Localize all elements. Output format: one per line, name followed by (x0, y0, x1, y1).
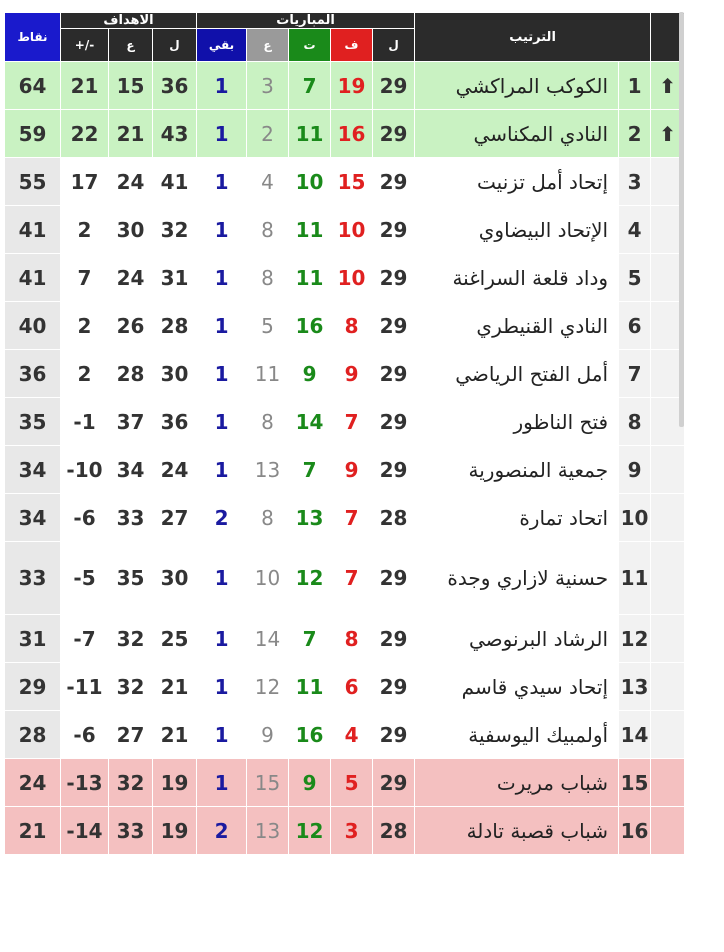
table-row[interactable] (5, 615, 685, 663)
goals-against-cell: 35 (109, 542, 153, 615)
goals-against-cell: 32 (109, 759, 153, 807)
promotion-arrow-icon: ⬆ (651, 110, 685, 158)
team-name: الإتحاد البيضاوي (415, 206, 619, 254)
rank-cell: 1 (619, 62, 651, 110)
wins-cell: 11 (289, 206, 331, 254)
standings-table (4, 12, 685, 855)
wins-cell: 11 (289, 110, 331, 158)
draws-cell: 2 (247, 110, 289, 158)
losses-cell: 19 (331, 62, 373, 110)
wins-cell: 7 (289, 446, 331, 494)
remaining-cell: 1 (197, 254, 247, 302)
points-cell: 24 (5, 759, 61, 807)
goals-for-cell: 30 (153, 542, 197, 615)
losses-cell: 8 (331, 615, 373, 663)
scrollbar[interactable] (679, 12, 684, 427)
losses-cell: 6 (331, 663, 373, 711)
draws-cell: 10 (247, 542, 289, 615)
goals-for-cell: 24 (153, 446, 197, 494)
goal-diff-cell: -6 (61, 711, 109, 759)
points-cell: 21 (5, 807, 61, 855)
points-cell: 55 (5, 158, 61, 206)
goals-against-cell: 33 (109, 807, 153, 855)
goals-against-cell: 33 (109, 494, 153, 542)
points-cell: 33 (5, 542, 61, 615)
rank-cell: 3 (619, 158, 651, 206)
matches-header: المباريات (197, 13, 415, 29)
rank-cell: 9 (619, 446, 651, 494)
remaining-cell: 1 (197, 158, 247, 206)
goals-against-cell: 26 (109, 302, 153, 350)
promotion-arrow-icon (651, 711, 685, 759)
goals-for-cell: 30 (153, 350, 197, 398)
points-cell: 64 (5, 62, 61, 110)
remaining-cell: 1 (197, 110, 247, 158)
table-row[interactable] (5, 542, 685, 615)
table-row[interactable] (5, 302, 685, 350)
wins-cell: 9 (289, 759, 331, 807)
goals-against-cell: 37 (109, 398, 153, 446)
team-name: وداد قلعة السراغنة (415, 254, 619, 302)
goal-diff-cell: -14 (61, 807, 109, 855)
promotion-arrow-icon (651, 494, 685, 542)
rank-cell: 15 (619, 759, 651, 807)
goal-diff-cell: -13 (61, 759, 109, 807)
draws-cell: 3 (247, 62, 289, 110)
draws-cell: 8 (247, 206, 289, 254)
losses-cell: 4 (331, 711, 373, 759)
team-name: شباب مريرت (415, 759, 619, 807)
goal-diff-cell: 2 (61, 350, 109, 398)
draws-cell: 8 (247, 494, 289, 542)
goals-for-cell: 21 (153, 663, 197, 711)
team-name: الكوكب المراكشي (415, 62, 619, 110)
team-name: إتحاد أمل تزنيت (415, 158, 619, 206)
goal-diff-cell: 7 (61, 254, 109, 302)
points-cell: 35 (5, 398, 61, 446)
wins-cell: 10 (289, 158, 331, 206)
points-cell: 29 (5, 663, 61, 711)
wins-cell: 12 (289, 807, 331, 855)
points-cell: 34 (5, 446, 61, 494)
played-cell: 29 (373, 350, 415, 398)
remaining-cell: 1 (197, 663, 247, 711)
draws-cell: 13 (247, 807, 289, 855)
losses-cell: 15 (331, 158, 373, 206)
remaining-header: بقي (197, 29, 247, 62)
goals-for-cell: 43 (153, 110, 197, 158)
standings-wrapper (4, 12, 684, 855)
rank-cell: 12 (619, 615, 651, 663)
played-cell: 29 (373, 62, 415, 110)
wins-cell: 7 (289, 62, 331, 110)
wins-cell: 7 (289, 615, 331, 663)
played-cell: 29 (373, 711, 415, 759)
goals-for-header: ل (153, 29, 197, 62)
losses-cell: 10 (331, 254, 373, 302)
team-name: جمعية المنصورية (415, 446, 619, 494)
promotion-arrow-icon: ⬆ (651, 62, 685, 110)
goals-against-cell: 30 (109, 206, 153, 254)
played-cell: 29 (373, 158, 415, 206)
draws-cell: 11 (247, 350, 289, 398)
promotion-arrow-icon (651, 759, 685, 807)
losses-cell: 7 (331, 494, 373, 542)
goals-for-cell: 31 (153, 254, 197, 302)
draws-header: ع (247, 29, 289, 62)
goals-for-cell: 36 (153, 398, 197, 446)
losses-header: ف (331, 29, 373, 62)
remaining-cell: 1 (197, 711, 247, 759)
table-row[interactable] (5, 663, 685, 711)
wins-cell: 14 (289, 398, 331, 446)
goals-against-cell: 34 (109, 446, 153, 494)
wins-cell: 12 (289, 542, 331, 615)
goals-header: الاهداف (61, 13, 197, 29)
draws-cell: 12 (247, 663, 289, 711)
remaining-cell: 2 (197, 494, 247, 542)
rank-cell: 14 (619, 711, 651, 759)
goal-diff-cell: -6 (61, 494, 109, 542)
goals-against-cell: 21 (109, 110, 153, 158)
losses-cell: 8 (331, 302, 373, 350)
table-row[interactable] (5, 110, 685, 158)
goals-against-cell: 27 (109, 711, 153, 759)
goals-for-cell: 25 (153, 615, 197, 663)
played-cell: 29 (373, 206, 415, 254)
goals-for-cell: 21 (153, 711, 197, 759)
wins-cell: 16 (289, 711, 331, 759)
goal-diff-cell: -11 (61, 663, 109, 711)
goals-against-cell: 28 (109, 350, 153, 398)
promotion-arrow-icon (651, 807, 685, 855)
goal-diff-cell: -5 (61, 542, 109, 615)
team-name: الرشاد البرنوصي (415, 615, 619, 663)
rank-cell: 8 (619, 398, 651, 446)
losses-cell: 10 (331, 206, 373, 254)
table-row[interactable] (5, 398, 685, 446)
losses-cell: 9 (331, 350, 373, 398)
ranking-header: الترتيب (415, 13, 651, 62)
rank-cell: 2 (619, 110, 651, 158)
table-row[interactable] (5, 206, 685, 254)
remaining-cell: 1 (197, 446, 247, 494)
points-cell: 28 (5, 711, 61, 759)
goal-diff-cell: 2 (61, 302, 109, 350)
wins-cell: 16 (289, 302, 331, 350)
team-name: أمل الفتح الرياضي (415, 350, 619, 398)
goals-against-header: ع (109, 29, 153, 62)
goal-diff-cell: 2 (61, 206, 109, 254)
goal-diff-cell: -1 (61, 398, 109, 446)
goals-against-cell: 32 (109, 615, 153, 663)
table-row[interactable] (5, 62, 685, 110)
played-cell: 29 (373, 663, 415, 711)
remaining-cell: 2 (197, 807, 247, 855)
remaining-cell: 1 (197, 615, 247, 663)
wins-cell: 11 (289, 254, 331, 302)
rank-cell: 11 (619, 542, 651, 615)
rank-cell: 4 (619, 206, 651, 254)
rank-cell: 5 (619, 254, 651, 302)
rank-cell: 6 (619, 302, 651, 350)
goals-for-cell: 19 (153, 759, 197, 807)
goals-for-cell: 27 (153, 494, 197, 542)
points-cell: 31 (5, 615, 61, 663)
team-name: النادي المكناسي (415, 110, 619, 158)
wins-cell: 13 (289, 494, 331, 542)
goal-diff-header: +/- (61, 29, 109, 62)
table-row[interactable] (5, 446, 685, 494)
losses-cell: 3 (331, 807, 373, 855)
points-header: نقاط (5, 13, 61, 62)
table-row[interactable] (5, 711, 685, 759)
points-cell: 41 (5, 254, 61, 302)
draws-cell: 9 (247, 711, 289, 759)
draws-cell: 13 (247, 446, 289, 494)
goals-for-cell: 19 (153, 807, 197, 855)
table-row[interactable] (5, 807, 685, 855)
draws-cell: 5 (247, 302, 289, 350)
remaining-cell: 1 (197, 302, 247, 350)
goals-against-cell: 15 (109, 62, 153, 110)
losses-cell: 5 (331, 759, 373, 807)
points-cell: 40 (5, 302, 61, 350)
points-cell: 34 (5, 494, 61, 542)
draws-cell: 4 (247, 158, 289, 206)
table-row[interactable] (5, 350, 685, 398)
draws-cell: 8 (247, 254, 289, 302)
points-cell: 41 (5, 206, 61, 254)
goal-diff-cell: 17 (61, 158, 109, 206)
promotion-arrow-icon (651, 446, 685, 494)
standings-body (5, 62, 685, 855)
draws-cell: 8 (247, 398, 289, 446)
wins-header: ت (289, 29, 331, 62)
remaining-cell: 1 (197, 62, 247, 110)
points-cell: 59 (5, 110, 61, 158)
remaining-cell: 1 (197, 350, 247, 398)
played-cell: 29 (373, 398, 415, 446)
team-name: شباب قصبة تادلة (415, 807, 619, 855)
goals-against-cell: 24 (109, 254, 153, 302)
played-cell: 28 (373, 494, 415, 542)
rank-cell: 13 (619, 663, 651, 711)
played-cell: 29 (373, 446, 415, 494)
goals-for-cell: 32 (153, 206, 197, 254)
table-row[interactable] (5, 254, 685, 302)
goal-diff-cell: -7 (61, 615, 109, 663)
goals-against-cell: 32 (109, 663, 153, 711)
played-cell: 29 (373, 759, 415, 807)
promotion-arrow-icon (651, 615, 685, 663)
goals-for-cell: 36 (153, 62, 197, 110)
played-cell: 29 (373, 110, 415, 158)
remaining-cell: 1 (197, 759, 247, 807)
wins-cell: 11 (289, 663, 331, 711)
goal-diff-cell: 22 (61, 110, 109, 158)
goal-diff-cell: 21 (61, 62, 109, 110)
table-row[interactable] (5, 759, 685, 807)
rank-cell: 7 (619, 350, 651, 398)
table-row[interactable] (5, 158, 685, 206)
team-name: أولمبيك اليوسفية (415, 711, 619, 759)
goals-against-cell: 24 (109, 158, 153, 206)
losses-cell: 7 (331, 542, 373, 615)
points-cell: 36 (5, 350, 61, 398)
remaining-cell: 1 (197, 398, 247, 446)
goals-for-cell: 28 (153, 302, 197, 350)
losses-cell: 7 (331, 398, 373, 446)
played-header: ل (373, 29, 415, 62)
team-name: النادي القنيطري (415, 302, 619, 350)
played-cell: 29 (373, 302, 415, 350)
losses-cell: 16 (331, 110, 373, 158)
table-row[interactable] (5, 494, 685, 542)
played-cell: 28 (373, 807, 415, 855)
losses-cell: 9 (331, 446, 373, 494)
played-cell: 29 (373, 254, 415, 302)
team-name: فتح الناظور (415, 398, 619, 446)
promotion-arrow-icon (651, 663, 685, 711)
team-name: إتحاد سيدي قاسم (415, 663, 619, 711)
remaining-cell: 1 (197, 206, 247, 254)
goals-for-cell: 41 (153, 158, 197, 206)
wins-cell: 9 (289, 350, 331, 398)
draws-cell: 15 (247, 759, 289, 807)
remaining-cell: 1 (197, 542, 247, 615)
played-cell: 29 (373, 615, 415, 663)
goal-diff-cell: -10 (61, 446, 109, 494)
draws-cell: 14 (247, 615, 289, 663)
rank-cell: 16 (619, 807, 651, 855)
played-cell: 29 (373, 542, 415, 615)
promotion-arrow-icon (651, 542, 685, 615)
team-name: حسنية لازاري وجدة (415, 542, 619, 615)
team-name: اتحاد تمارة (415, 494, 619, 542)
rank-cell: 10 (619, 494, 651, 542)
